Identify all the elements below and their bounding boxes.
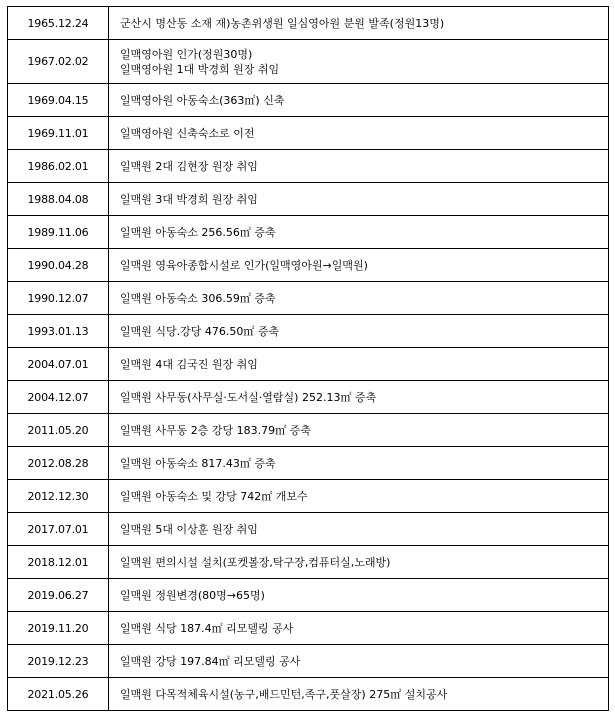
table-row [8,282,609,315]
event-text: 일맥원 아동숙소 및 강당 742㎡ 개보수 [120,489,308,503]
event-text: 일맥원 아동숙소 306.59㎡ 증축 [120,291,276,305]
date-cell: 1986.02.01 [8,150,109,183]
event-text: 일맥원 정원변경(80명→65명) [120,588,265,602]
event-cell [109,7,609,40]
date-cell: 2004.12.07 [8,381,109,414]
event-cell [109,480,609,513]
event-cell [109,117,609,150]
event-text: 일맥원 5대 이상훈 원장 취임 [120,522,258,536]
date-cell: 1967.02.02 [8,40,109,84]
date-cell: 1969.11.01 [8,117,109,150]
event-text: 일맥원 4대 김국진 원장 취임 [120,357,258,371]
event-text: 일맥원 편의시설 설치(포켓볼장,탁구장,컴퓨터실,노래방) [120,555,391,569]
table-row [8,645,609,678]
event-cell [109,84,609,117]
event-text: 일맥영아원 1대 박경희 원장 취임 [120,62,280,76]
table-row [8,579,609,612]
event-cell [109,414,609,447]
table-row [8,183,609,216]
date-cell: 1965.12.24 [8,7,109,40]
event-text: 군산시 명산동 소재 재)농촌위생원 일심영아원 분원 발족(정원13명) [120,16,445,30]
table-row [8,381,609,414]
date-cell: 2021.05.26 [8,678,109,711]
table-row [8,546,609,579]
date-cell: 1988.04.08 [8,183,109,216]
date-cell: 2012.08.28 [8,447,109,480]
date-cell: 1989.11.06 [8,216,109,249]
event-text: 일맥원 식당 187.4㎡ 리모델링 공사 [120,621,294,635]
table-row [8,40,609,84]
event-cell [109,249,609,282]
event-text: 일맥원 식당.강당 476.50㎡ 증축 [120,324,280,338]
event-cell [109,678,609,711]
event-text: 일맥원 2대 김현장 원장 취임 [120,159,258,173]
event-cell [109,612,609,645]
event-text: 일맥원 사무동(사무실·도서실·열람실) 252.13㎡ 증축 [120,390,377,404]
date-cell: 2011.05.20 [8,414,109,447]
table-row [8,447,609,480]
event-text: 일맥영아원 아동숙소(363㎡) 신축 [120,93,285,107]
event-cell [109,216,609,249]
table-row [8,348,609,381]
event-cell [109,513,609,546]
table-row [8,414,609,447]
date-cell: 2019.11.20 [8,612,109,645]
date-cell: 2019.06.27 [8,579,109,612]
date-cell: 2018.12.01 [8,546,109,579]
table-row [8,150,609,183]
event-cell [109,150,609,183]
event-cell [109,348,609,381]
date-cell: 2019.12.23 [8,645,109,678]
date-cell: 1993.01.13 [8,315,109,348]
event-text: 일맥원 다목적체육시설(농구,배드민턴,족구,풋살장) 275㎡ 설치공사 [120,687,448,701]
date-cell: 2012.12.30 [8,480,109,513]
event-cell [109,546,609,579]
table-row [8,678,609,711]
table-row [8,315,609,348]
event-text: 일맥영아원 인가(정원30명) [120,47,253,61]
table-row [8,513,609,546]
event-text: 일맥원 영육아종합시설로 인가(일맥영아원→일맥원) [120,258,368,272]
event-cell [109,447,609,480]
event-text: 일맥원 아동숙소 256.56㎡ 증축 [120,225,276,239]
table-row [8,84,609,117]
event-cell [109,40,609,84]
event-text: 일맥원 강당 197.84㎡ 리모델링 공사 [120,654,301,668]
event-text: 일맥원 사무동 2층 강당 183.79㎡ 증축 [120,423,311,437]
event-cell [109,183,609,216]
table-row [8,249,609,282]
date-cell: 1969.04.15 [8,84,109,117]
date-cell: 1990.04.28 [8,249,109,282]
event-cell [109,282,609,315]
event-cell [109,579,609,612]
event-cell [109,645,609,678]
event-text: 일맥원 3대 박경희 원장 취임 [120,192,258,206]
event-cell [109,381,609,414]
table-row [8,480,609,513]
date-cell: 2017.07.01 [8,513,109,546]
table-row [8,7,609,40]
history-table [7,6,609,711]
table-row [8,216,609,249]
table-row [8,117,609,150]
history-table-body [8,7,609,711]
table-row [8,612,609,645]
event-cell [109,315,609,348]
event-text: 일맥영아원 신축숙소로 이전 [120,126,255,140]
date-cell: 2004.07.01 [8,348,109,381]
date-cell: 1990.12.07 [8,282,109,315]
event-text: 일맥원 아동숙소 817.43㎡ 증축 [120,456,276,470]
